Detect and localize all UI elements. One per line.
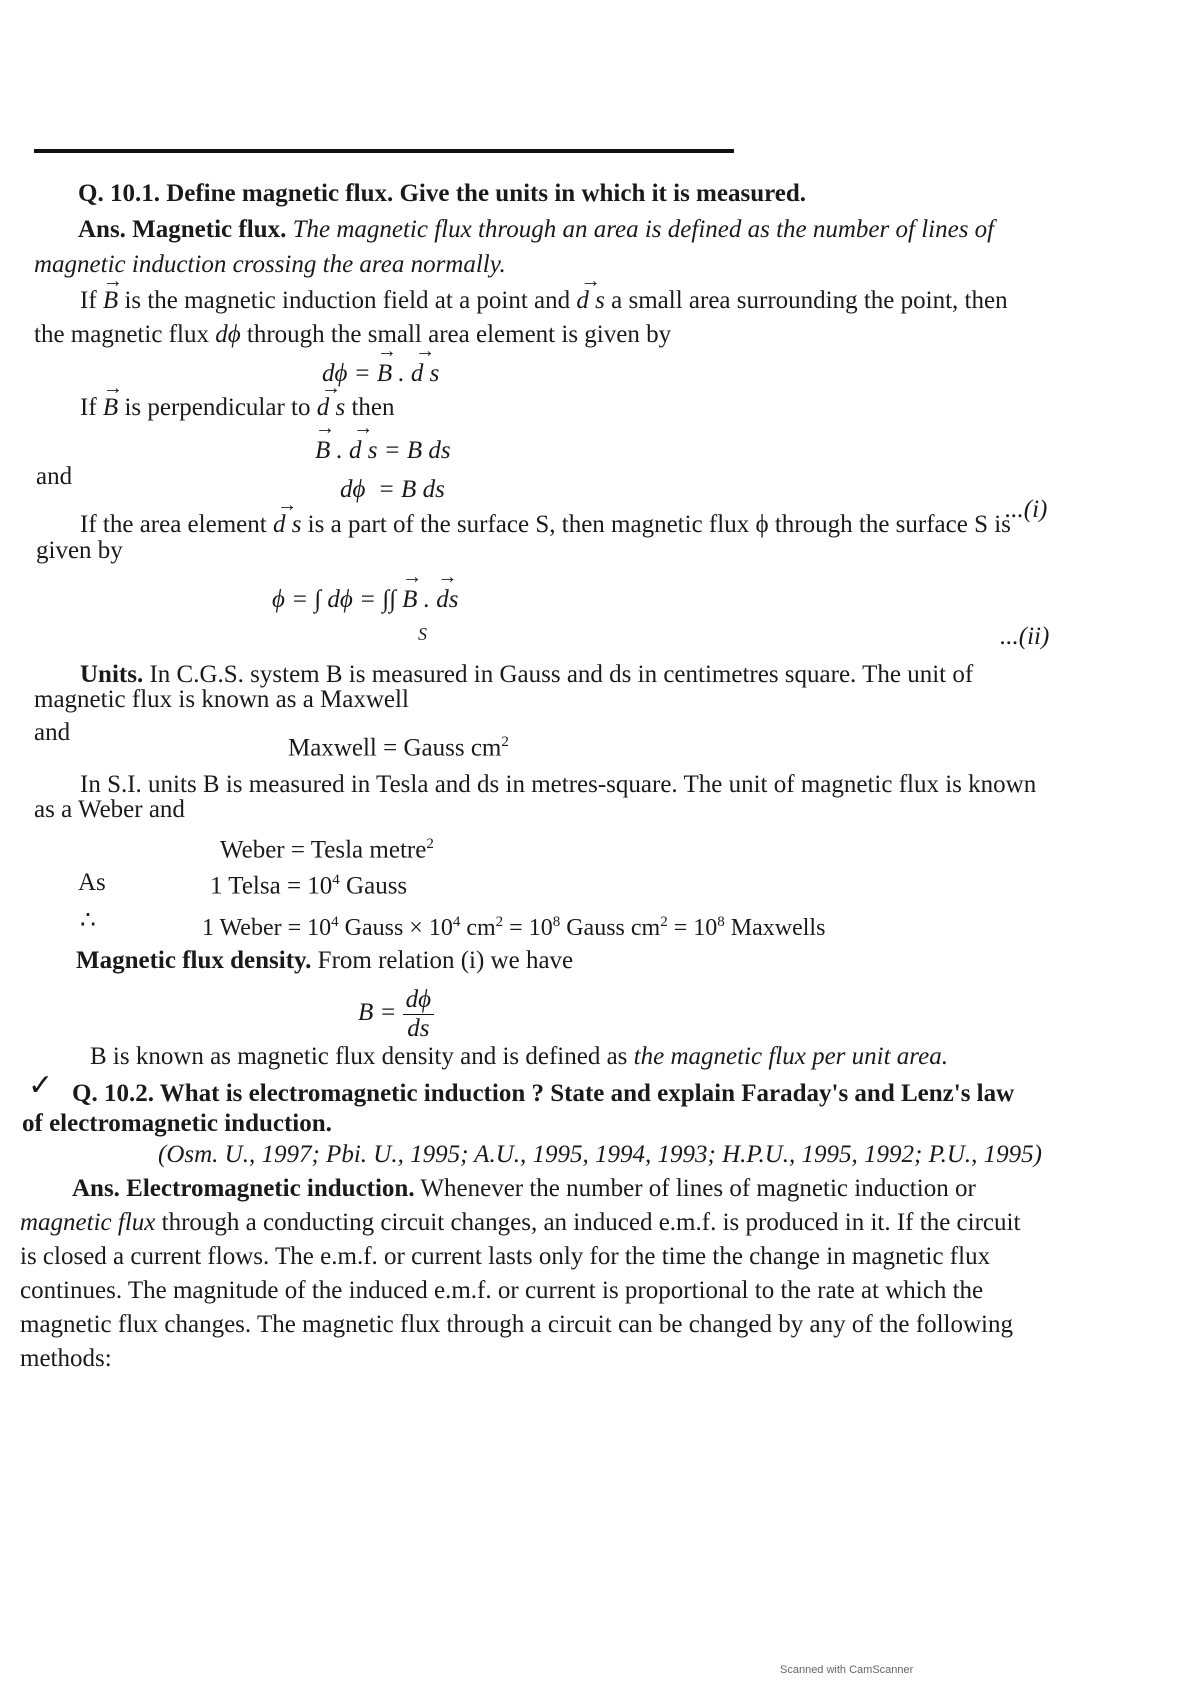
units-line2: magnetic flux is known as a Maxwell <box>34 686 409 713</box>
paragraph-field-line1: If → B is the magnetic induction field at a point and → d s a small area surrounding the point, then <box>80 286 1008 316</box>
equation-flux-density: B = $\frac{d\phi}{ds}$ <box>358 986 434 1043</box>
question-10-1: Q. 10.1. Define magnetic flux. Give the units in which it is measured. <box>78 180 807 207</box>
paragraph-perpendicular: If → B is perpendicular to → d s then <box>80 393 395 423</box>
paragraph-surface-line1: If the area element → d s is a part of the surface S, then magnetic flux ϕ through the surface S is <box>80 510 1011 540</box>
as-label: As <box>78 869 106 896</box>
equation-ref-i: ...(i) <box>1005 496 1048 523</box>
units-line1: Units. In C.G.S. system B is measured in Gauss and ds in centimetres square. The unit of <box>80 661 974 688</box>
top-rule <box>34 149 734 153</box>
and-label-2: and <box>34 719 71 746</box>
question-references: (Osm. U., 1997; Pbi. U., 1995; A.U., 1995, 1994, 1993; H.P.U., 1995, 1992; P.U., 1995) <box>158 1141 1042 1168</box>
definition-text-a: The magnetic flux through an area is defined as the number of lines of <box>292 216 995 243</box>
and-label-1: and <box>36 463 73 490</box>
equation-dphi-dot: dϕ = → B . → d s <box>322 360 439 388</box>
question-10-2-line2: of electromagnetic induction. <box>22 1110 332 1137</box>
question-10-2-line1: Q. 10.2. What is electromagnetic induction ? State and explain Faraday's and Lenz's law <box>72 1080 1015 1107</box>
vector-B: → B <box>103 286 118 316</box>
vector-ds: → d s <box>576 286 604 316</box>
flux-density-definition: B is known as magnetic flux density and is defined as the magnetic flux per unit area. <box>90 1043 948 1070</box>
checkmark-icon: ✓ <box>28 1068 54 1103</box>
answer-2-line3: is closed a current flows. The e.m.f. or current lasts only for the time the change in magnetic flux <box>20 1243 991 1270</box>
scanner-watermark: Scanned with CamScanner <box>780 1664 914 1676</box>
definition-text-b: magnetic induction crossing the area normally. <box>34 251 506 278</box>
equation-integral: ϕ = ∫ dϕ = ∫∫ → B . → ds <box>272 586 458 614</box>
answer-2-line6: methods: <box>20 1345 112 1372</box>
equation-weber: Weber = Tesla metre$^2$ <box>220 836 434 864</box>
equation-weber-conversion: 1 Weber = $10^4$ Gauss × $10^4$ $cm^2 = 10^8$ Gauss $cm^2 = 10^8$ Maxwells <box>202 914 826 941</box>
equation-maxwell: Maxwell = Gauss $cm^2$ <box>288 734 509 762</box>
answer-definition-line1 <box>78 215 994 245</box>
paragraph-surface-line2: given by <box>36 537 123 564</box>
equation-ref-ii: ...(ii) <box>1000 623 1050 650</box>
integral-subscript-S: S <box>418 624 427 644</box>
answer-label: Ans. Magnetic flux. <box>78 216 287 243</box>
answer-2-line2: magnetic flux through a conducting circuit changes, an induced e.m.f. is produced in it. If the circuit <box>20 1209 1021 1236</box>
answer-2-line1: Ans. Electromagnetic induction. Whenever the number of lines of magnetic induction or <box>72 1175 976 1202</box>
si-units-line2: as a Weber and <box>34 796 185 823</box>
equation-dot-product: → B . → d s = B ds <box>315 437 451 465</box>
si-units-line1: In S.I. units B is measured in Tesla and ds in metres-square. The unit of magnetic flux is known <box>80 771 1037 798</box>
therefore-symbol: ∴ <box>80 907 96 934</box>
equation-tesla-gauss: 1 Telsa = $10^4$ Gauss <box>210 872 408 900</box>
paragraph-field-line2: the magnetic flux dϕ through the small area element is given by <box>34 321 672 348</box>
answer-2-line4: continues. The magnitude of the induced e.m.f. or current is proportional to the rate at which the <box>20 1277 984 1304</box>
answer-2-line5: magnetic flux changes. The magnetic flux through a circuit can be changed by any of the following <box>20 1311 1013 1338</box>
flux-density-line: Magnetic flux density. From relation (i) we have <box>76 947 574 974</box>
equation-dphi-bds: dϕ = B ds <box>340 476 445 503</box>
